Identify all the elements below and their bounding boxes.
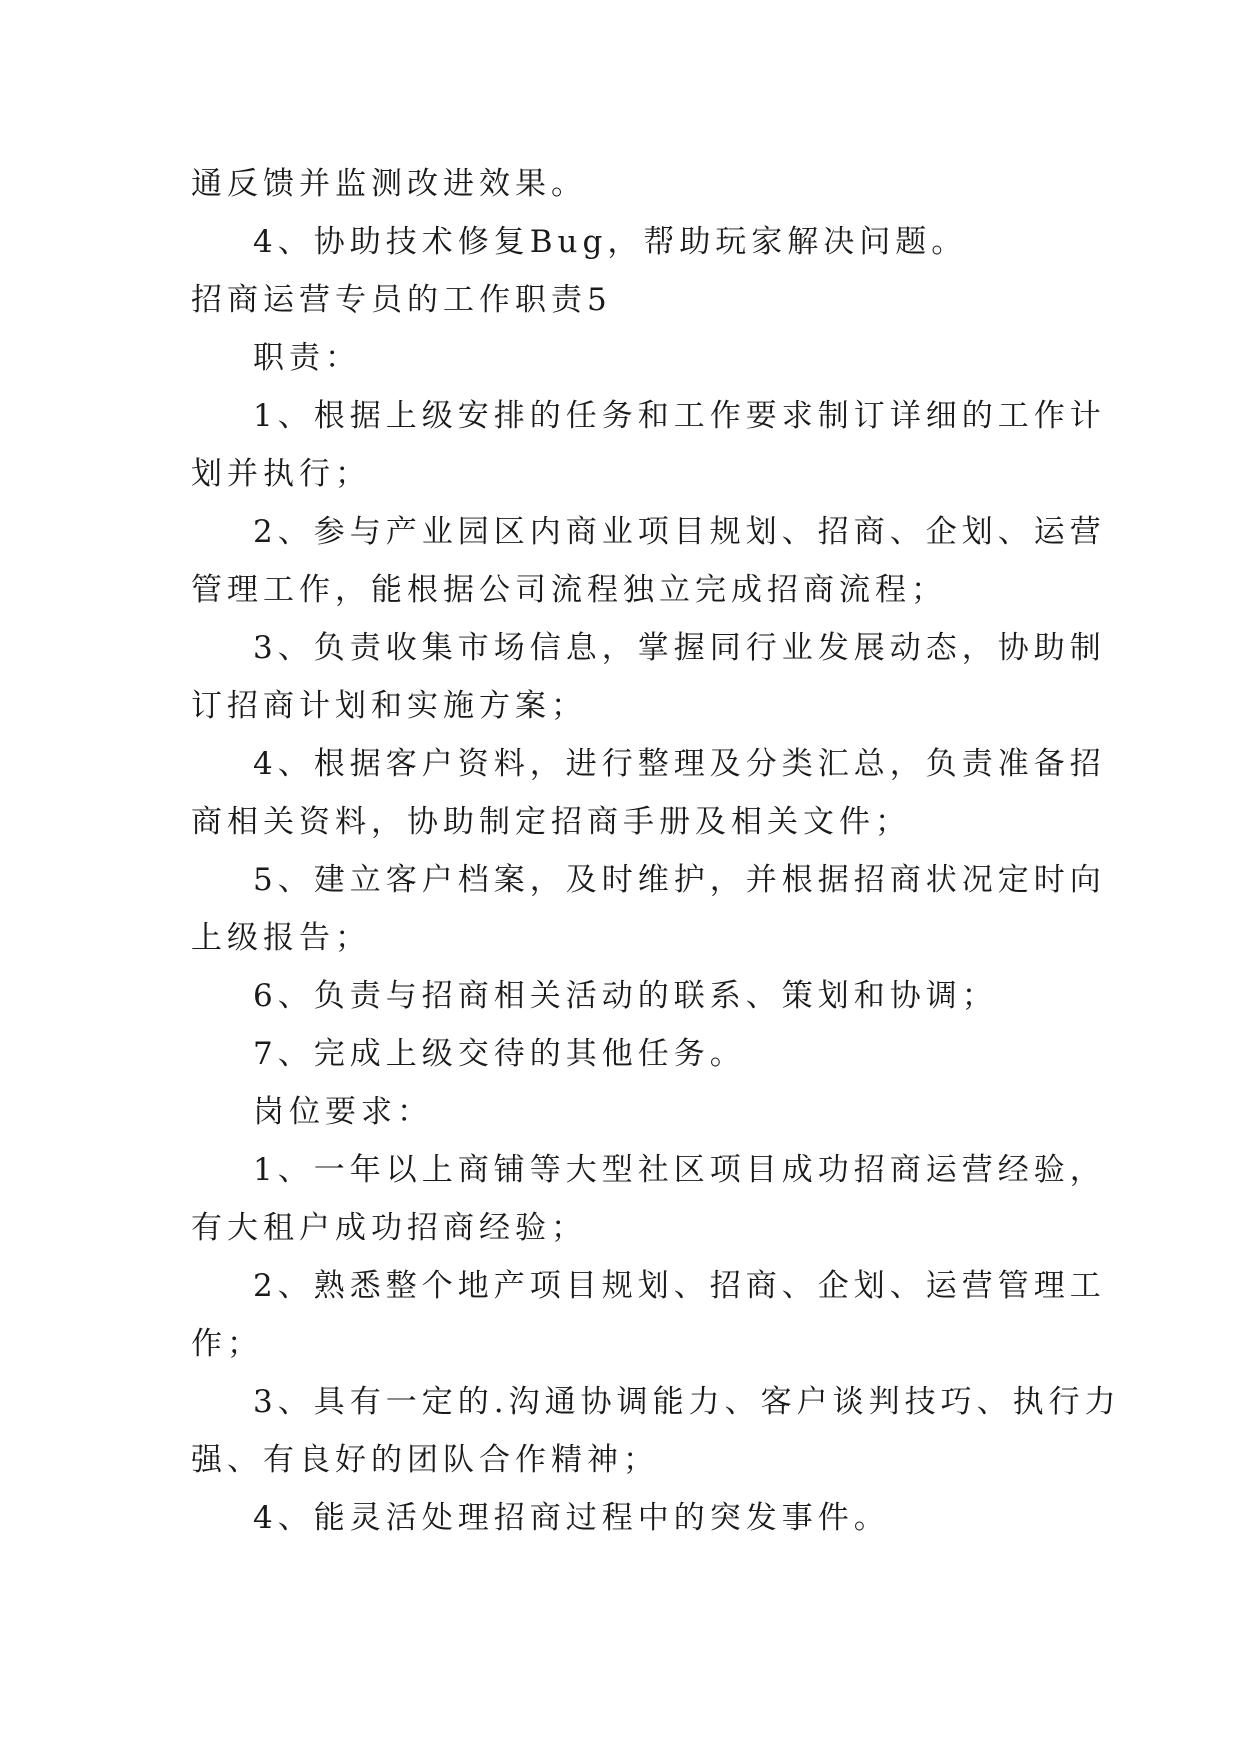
- text-line: 通反馈并监测改进效果。: [191, 166, 587, 202]
- text-line: 上级报告；: [191, 920, 371, 956]
- text-line: 3、具有一定的.沟通协调能力、客户谈判技巧、执行力: [253, 1384, 1121, 1420]
- text-line: 4、根据客户资料，进行整理及分类汇总，负责准备招: [253, 746, 1106, 782]
- document-body: [191, 155, 1121, 1547]
- text-line: 商相关资料，协助制定招商手册及相关文件；: [191, 804, 911, 840]
- text-line: 强、有良好的团队合作精神；: [191, 1442, 659, 1478]
- text-line: 4、能灵活处理招商过程中的突发事件。: [253, 1500, 890, 1536]
- text-line: 订招商计划和实施方案；: [191, 688, 587, 724]
- text-line: 4、协助技术修复Bug，帮助玩家解决问题。: [253, 224, 968, 260]
- text-line: 6、负责与招商相关活动的联系、策划和协调；: [253, 978, 998, 1014]
- text-line: 1、根据上级安排的任务和工作要求制订详细的工作计: [253, 398, 1106, 434]
- text-line: 职责：: [253, 340, 361, 376]
- text-line: 5、建立客户档案，及时维护，并根据招商状况定时向: [253, 862, 1106, 898]
- text-line: 作；: [191, 1326, 263, 1362]
- text-line: 有大租户成功招商经验；: [191, 1210, 587, 1246]
- text-line: 3、负责收集市场信息，掌握同行业发展动态，协助制: [253, 630, 1106, 666]
- text-line: 划并执行；: [191, 456, 371, 492]
- text-line: 管理工作，能根据公司流程独立完成招商流程；: [191, 572, 947, 608]
- text-line: 2、熟悉整个地产项目规划、招商、企划、运营管理工: [253, 1268, 1106, 1304]
- text-line: 招商运营专员的工作职责5: [191, 282, 612, 318]
- text-line: 7、完成上级交待的其他任务。: [253, 1036, 746, 1072]
- text-line: 2、参与产业园区内商业项目规划、招商、企划、运营: [253, 514, 1106, 550]
- text-line: 岗位要求：: [253, 1094, 433, 1130]
- text-line: 1、一年以上商铺等大型社区项目成功招商运营经验，: [253, 1152, 1106, 1188]
